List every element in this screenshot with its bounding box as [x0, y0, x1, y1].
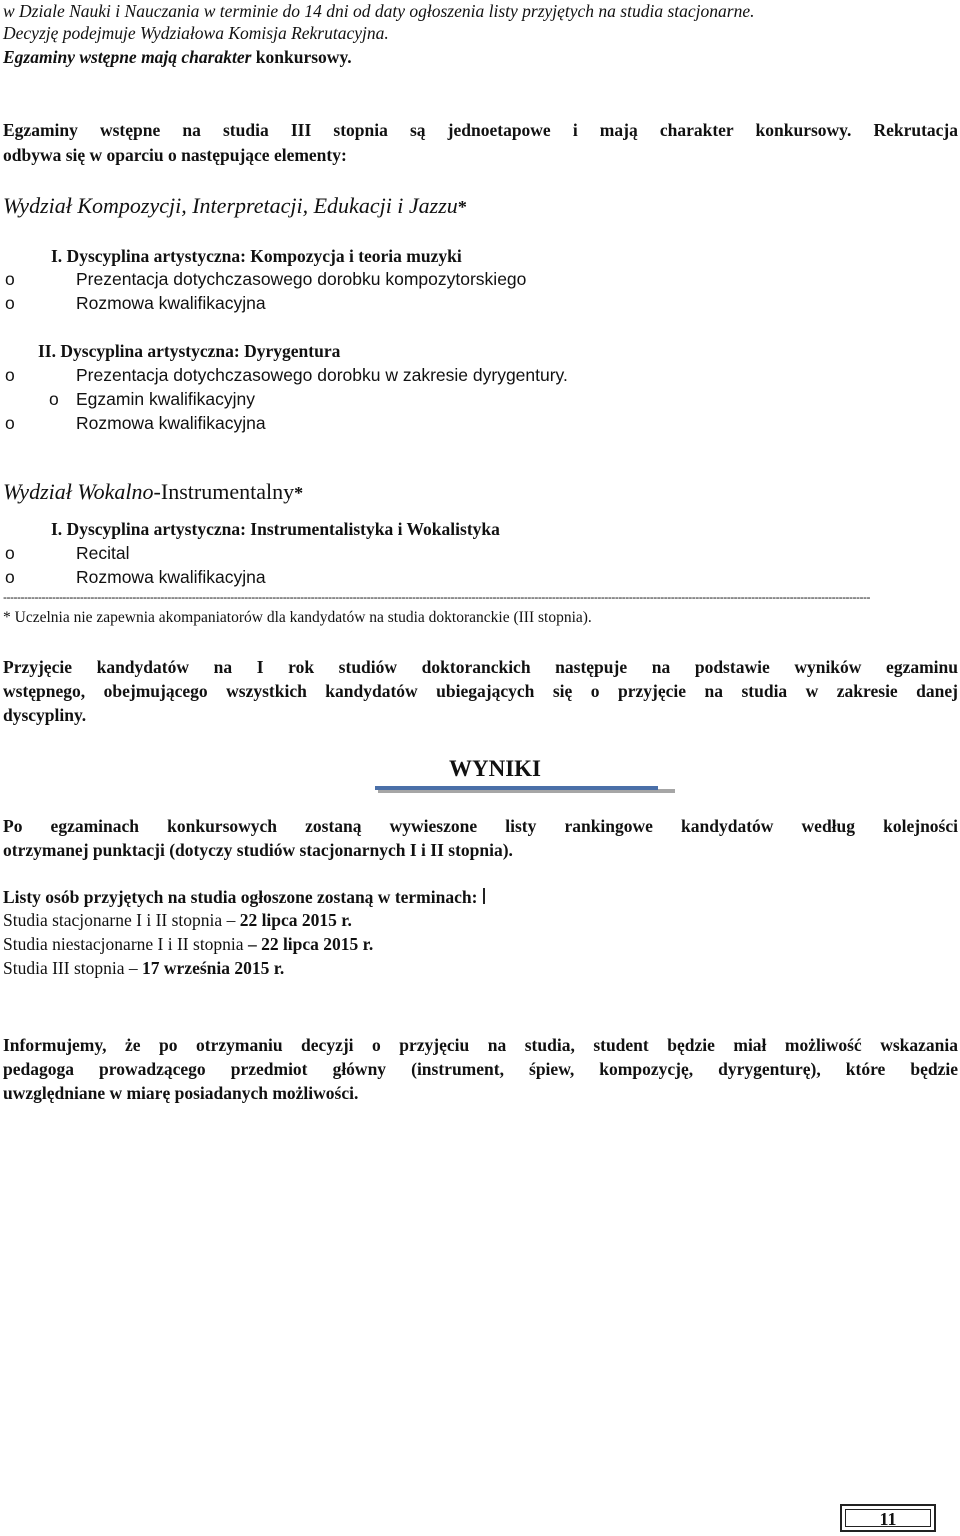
bullet-marker: o [5, 543, 15, 563]
schedule-row-stationary [3, 909, 352, 931]
schedule-dash: – [128, 958, 143, 978]
schedule-label: Studia niestacjonarne I i II stopnia [3, 934, 248, 954]
text-cursor [483, 888, 485, 904]
intro-line-3-italic: Egzaminy wstępne mają charakter [3, 47, 252, 67]
list-item: Prezentacja dotychczasowego dorobku kompozytorskiego [76, 269, 527, 289]
intro-line-3-rest: konkursowy. [251, 47, 352, 67]
faculty-2-title [3, 478, 303, 507]
schedule-date: 22 lipca 2015 r. [239, 910, 352, 930]
schedule-label: Studia III stopnia [3, 958, 129, 978]
schedule-date: 17 września 2015 r. [142, 958, 285, 978]
faculty-1-star: * [457, 197, 467, 217]
intro-line-2: Decyzję podejmuje Wydziałowa Komisja Rekrutacyjna. [3, 23, 389, 43]
bullet-marker: o [5, 365, 15, 385]
schedule-dash: – [226, 910, 240, 930]
dashed-separator: -------------------------------------------------------------------------------------------------------------------------------------------------------------------------------------------------------------------------------------------------------- [3, 590, 871, 604]
discipline-name: Kompozycja i teoria muzyki [250, 246, 462, 266]
schedule-date: 22 lipca 2015 r. [261, 934, 374, 954]
footnote: * Uczelnia nie zapewnia akompaniatorów dla kandydatów na studia doktoranckie (III stopnia). [3, 609, 592, 626]
results-heading: WYNIKI [449, 756, 542, 781]
schedule-row-extramural [3, 933, 373, 955]
list-item: Rozmowa kwalifikacyjna [76, 413, 266, 433]
discipline-prefix: II. Dyscyplina artystyczna: [38, 341, 245, 361]
bullet-marker: o [5, 269, 15, 289]
discipline-name: Instrumentalistyka i Wokalistyka [250, 519, 500, 539]
intro-line-1: w Dziale Nauki i Nauczania w terminie do 14 dni od daty ogłoszenia listy przyjętych na studia stacjonarne. [3, 1, 755, 21]
admission-line-1: Przyjęcie kandydatów na I rok studiów doktoranckich następuje na podstawie wyników egzaminu [3, 657, 958, 677]
schedule-dash: – [247, 934, 262, 954]
heading-underline [375, 786, 658, 790]
faculty-2-discipline-1-heading [51, 518, 500, 540]
faculty-2-title-rest: Instrumentalny [160, 479, 295, 504]
page-number: 11 [879, 1509, 897, 1529]
lists-heading [3, 886, 485, 908]
faculty-1-title [3, 192, 467, 221]
discipline-name: Dyrygentura [244, 341, 341, 361]
bullet-marker: o [5, 413, 15, 433]
bullet-marker: o [49, 389, 59, 409]
page-number-box [840, 1504, 936, 1532]
results-line-2: otrzymanej punktacji (dotyczy studiów stacjonarnych I i II stopnia). [3, 840, 513, 860]
admission-line-3: dyscypliny. [3, 705, 87, 725]
faculty-2-title-italic: Wydział Wokalno- [3, 479, 161, 504]
list-item: Prezentacja dotychczasowego dorobku w zakresie dyrygentury. [76, 365, 568, 385]
faculty-2-star: * [294, 483, 304, 503]
schedule-row-doctoral [3, 957, 284, 979]
intro-line-3 [3, 46, 352, 68]
list-item: Recital [76, 543, 130, 563]
info-line-2: pedagoga prowadzącego przedmiot główny (instrument, śpiew, kompozycję, dyrygenturę), które będzie [3, 1059, 958, 1079]
list-item: Rozmowa kwalifikacyjna [76, 567, 266, 587]
doctoral-line-1: Egzaminy wstępne na studia III stopnia są jednoetapowe i mają charakter konkursowy. Rekrutacja [3, 120, 958, 140]
bullet-marker: o [5, 567, 15, 587]
discipline-prefix: I. Dyscyplina artystyczna: [51, 519, 251, 539]
faculty-1-discipline-2-heading [38, 340, 340, 362]
list-item: Egzamin kwalifikacyjny [76, 389, 255, 409]
results-line-1: Po egzaminach konkursowych zostaną wywieszone listy rankingowe kandydatów według kolejności [3, 816, 958, 836]
lists-heading-text: Listy osób przyjętych na studia ogłoszone zostaną w terminach: [3, 887, 478, 907]
schedule-label: Studia stacjonarne I i II stopnia [3, 910, 227, 930]
faculty-1-discipline-1-heading [51, 245, 462, 267]
bullet-marker: o [5, 293, 15, 313]
discipline-prefix: I. Dyscyplina artystyczna: [51, 246, 251, 266]
info-line-3: uwzględniane w miarę posiadanych możliwości. [3, 1083, 359, 1103]
admission-line-2: wstępnego, obejmującego wszystkich kandydatów ubiegających się o przyjęcie na studia w zakresie danej [3, 681, 958, 701]
faculty-1-title-text: Wydział Kompozycji, Interpretacji, Edukacji i Jazzu [3, 193, 458, 218]
info-line-1: Informujemy, że po otrzymaniu decyzji o przyjęciu na studia, student będzie miał możliwość wskazania [3, 1035, 958, 1055]
doctoral-line-2: odbywa się w oparciu o następujące elementy: [3, 145, 347, 165]
list-item: Rozmowa kwalifikacyjna [76, 293, 266, 313]
